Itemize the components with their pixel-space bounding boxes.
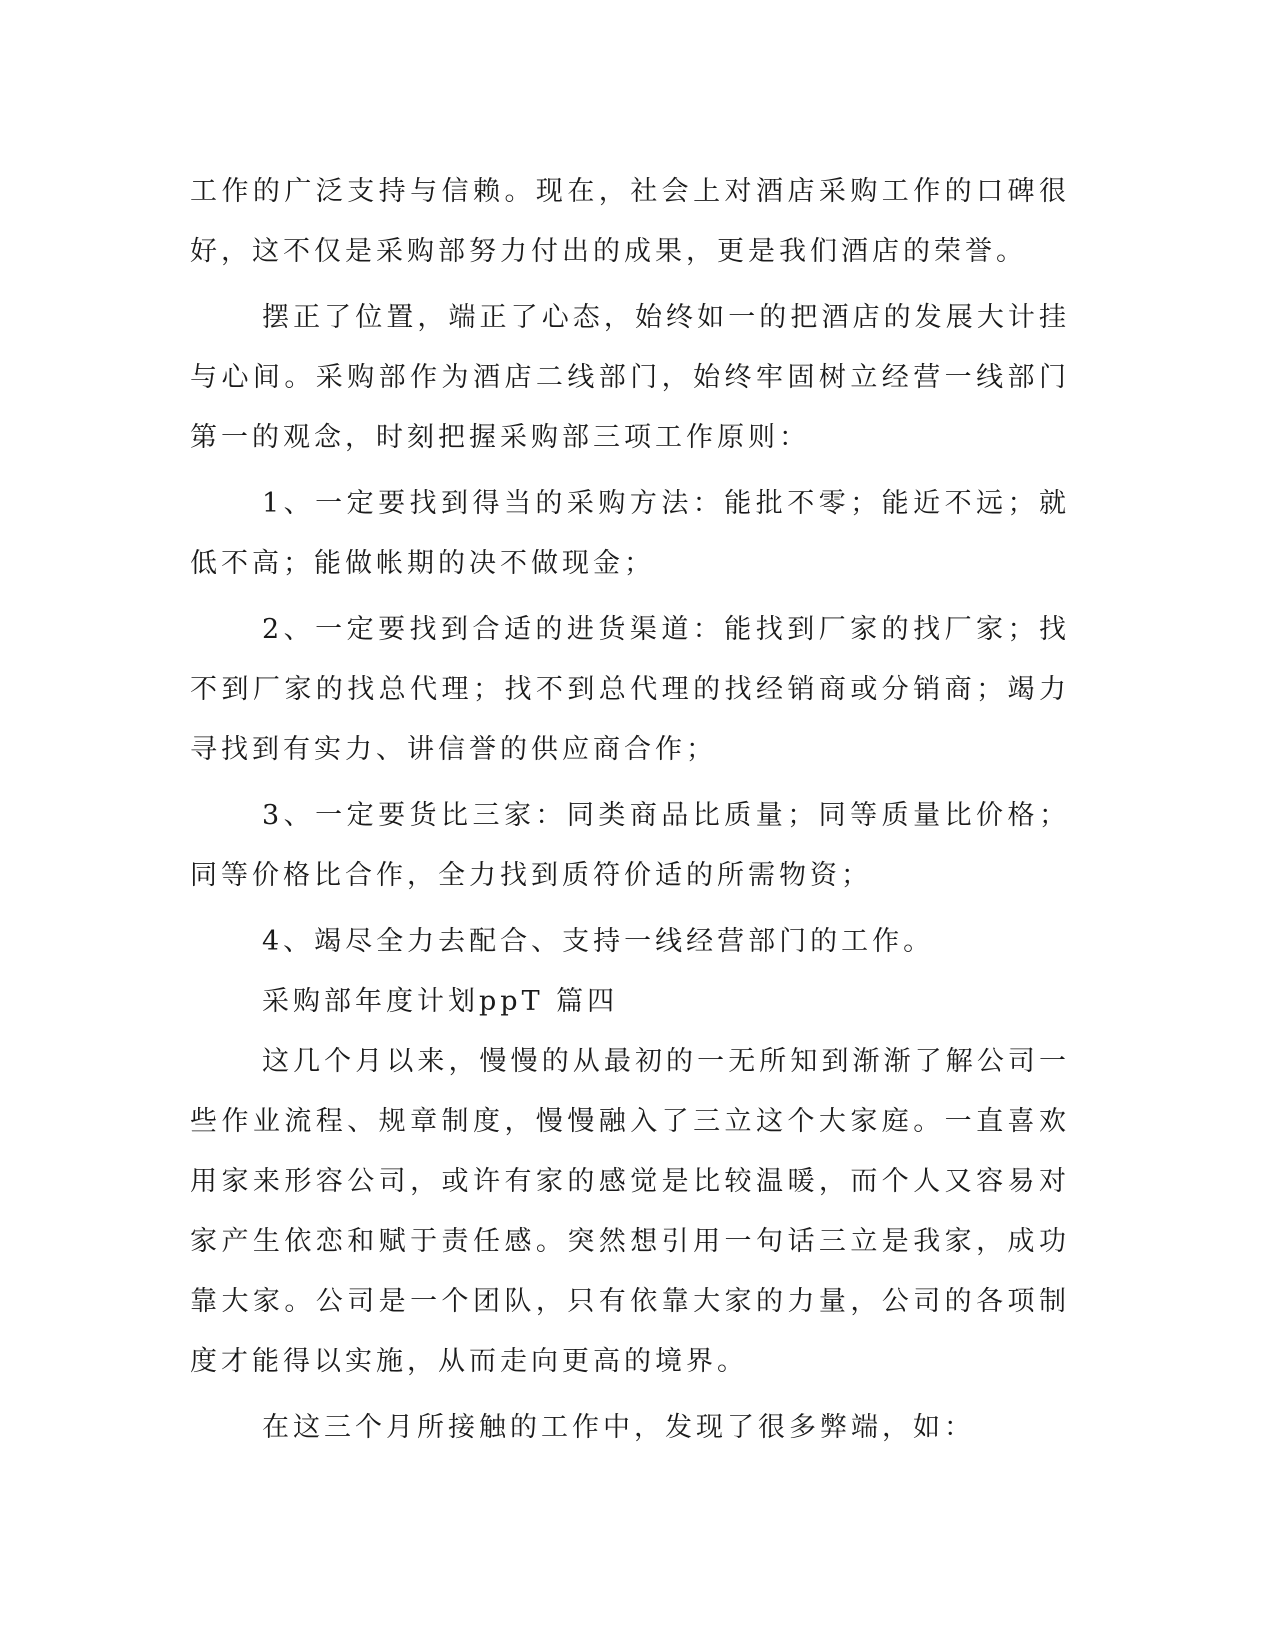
principle-item-1: 1、一定要找到得当的采购方法：能批不零；能近不远；就低不高；能做帐期的决不做现金； xyxy=(190,488,1070,579)
principle-item-3: 3、一定要货比三家：同类商品比质量；同等质量比价格；同等价格比合作，全力找到质符价适的所需物资； xyxy=(190,800,1070,891)
document-body xyxy=(190,162,1070,1458)
paragraph-issues: 在这三个月所接触的工作中，发现了很多弊端，如： xyxy=(262,1412,975,1443)
paragraph-intro: 这几个月以来，慢慢的从最初的一无所知到渐渐了解公司一些作业流程、规章制度，慢慢融入了三立这个大家庭。一直喜欢用家来形容公司，或许有家的感觉是比较温暖，而个人又容易对家产生依恋和赋于责任感。突然想引用一句话三立是我家，成功靠大家。公司是一个团队，只有依靠大家的力量，公司的各项制度才能得以实施，从而走向更高的境界。 xyxy=(190,1046,1070,1377)
paragraph-mindset: 摆正了位置，端正了心态，始终如一的把酒店的发展大计挂与心间。采购部作为酒店二线部门，始终牢固树立经营一线部门第一的观念，时刻把握采购部三项工作原则： xyxy=(190,302,1070,453)
principle-item-4: 4、竭尽全力去配合、支持一线经营部门的工作。 xyxy=(262,926,935,957)
paragraph-continued: 工作的广泛支持与信赖。现在，社会上对酒店采购工作的口碑很好，这不仅是采购部努力付出的成果，更是我们酒店的荣誉。 xyxy=(190,176,1070,267)
section-heading: 采购部年度计划ppT 篇四 xyxy=(262,986,619,1017)
principle-item-2: 2、一定要找到合适的进货渠道：能找到厂家的找厂家；找不到厂家的找总代理；找不到总代理的找经销商或分销商；竭力寻找到有实力、讲信誉的供应商合作； xyxy=(190,614,1070,765)
